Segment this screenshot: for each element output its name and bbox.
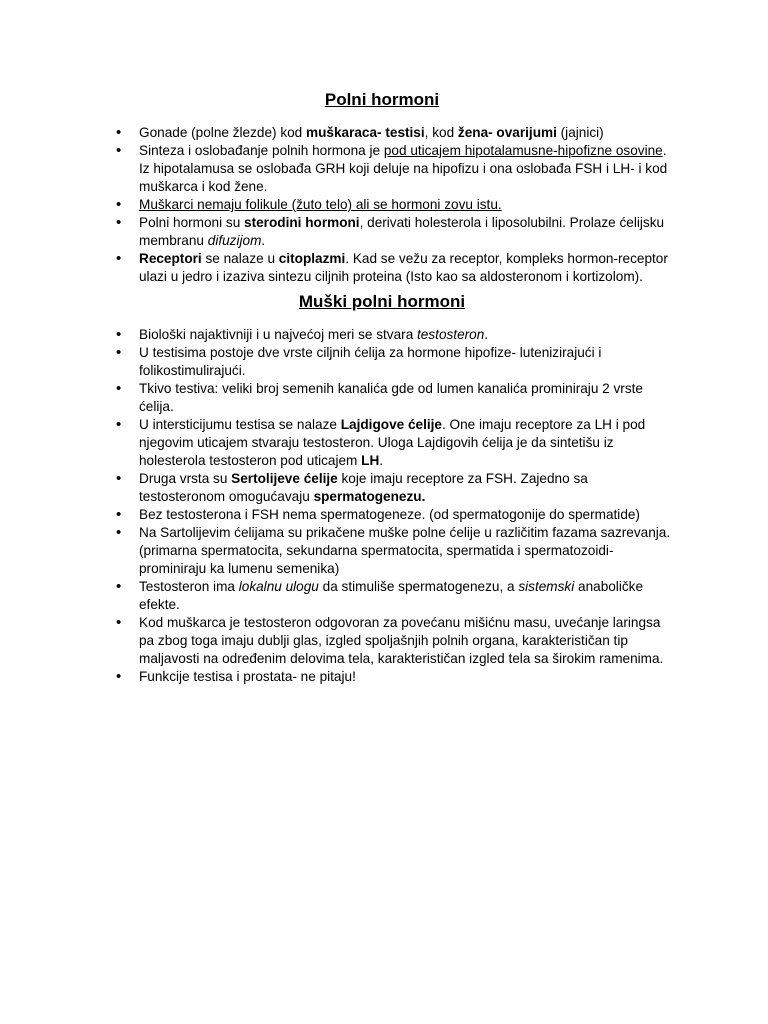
list-item-text: Druga vrsta su	[139, 471, 232, 486]
list-item-text: LH	[361, 453, 380, 468]
list-item-text: sterodini hormoni	[244, 215, 360, 230]
list-item	[139, 578, 673, 614]
list-item-text: sistemski	[518, 579, 575, 594]
list-item-text: žena- ovarijumi	[457, 125, 557, 140]
list-item-text: pod uticajem hipotalamusne-hipofizne osovine	[383, 143, 663, 158]
list-item-text: .	[261, 233, 266, 248]
list-item-text: .	[379, 453, 384, 468]
list-item-text: , derivati holesterola i liposolubilni. Prolaze ćelijsku membranu	[139, 215, 665, 248]
list-item-text: koje imaju receptore za FSH. Zajedno sa testosteronom omogućavaju	[139, 471, 588, 504]
list-item	[139, 506, 673, 524]
section-title-muski-polni-hormoni: Muški polni hormoni	[298, 292, 466, 311]
list-item-text: .	[484, 327, 489, 342]
list-item-text: Polni hormoni su	[139, 215, 245, 230]
list-item	[139, 614, 673, 668]
list-item-text: se nalaze u	[201, 251, 279, 266]
list-item-text: , kod	[424, 125, 458, 140]
list-item	[139, 380, 673, 416]
list-item	[139, 416, 673, 470]
list-item-text: (jajnici)	[556, 125, 604, 140]
list-item-text: spermatogenezu.	[313, 489, 426, 504]
list-item-text: Sertolijeve ćelije	[231, 471, 338, 486]
page-title: Polni hormoni	[324, 90, 440, 109]
list-item-text: U testisima postoje dve vrste ciljnih ćelija za hormone hipofize- lutenizirajući i folikostimulirajući.	[139, 345, 602, 378]
list-item-text: Gonade (polne žlezde) kod	[139, 125, 307, 140]
list-item-text: anaboličke efekte.	[139, 579, 644, 612]
list-item-text: difuzijom	[207, 233, 262, 248]
list-item-text: . Iz hipotalamusa se oslobađa GRH koji deluje na hipofizu i ona oslobađa FSH i LH- i kod muškarca i kod žene.	[139, 143, 668, 194]
list-item	[139, 470, 673, 506]
list-item-text: Kod muškarca je testosteron odgovoran za povećanu mišićnu masu, uvećanje laringsa pa zbog toga imaju dublji glas, izgled spoljašnjih polnih organa, karakterističan tip maljavosti na određenim delovima tela, karakterističan izgled tela sa širokim ramenima.	[139, 615, 664, 666]
list-item	[139, 326, 673, 344]
list-item	[139, 250, 673, 286]
list-item-text: testosteron	[417, 327, 485, 342]
list-item-text: U intersticijumu testisa se nalaze	[139, 417, 341, 432]
list-item	[139, 124, 673, 142]
list-item-text: Lajdigove ćelije	[340, 417, 442, 432]
list-item-text: lokalnu ulogu	[238, 579, 319, 594]
list-item-text: Funkcije testisa i prostata- ne pitaju!	[139, 669, 356, 684]
list-item-text: . One imaju receptore za LH i pod njegovim uticajem stvaraju testosteron. Uloga Lajdigovih ćelija je da sintetišu iz holesterola testosteron pod uticajem	[139, 417, 646, 468]
list-item-text: . Kad se vežu za receptor, kompleks hormon-receptor ulazi u jedro i izaziva sintezu ciljnih proteina (Isto kao sa aldosteronom i kortizolom).	[139, 251, 668, 284]
list-item	[139, 668, 673, 686]
list-item-text: Tkivo testiva: veliki broj semenih kanalića gde od lumen kanalića prominiraju 2 vrste ćelija.	[139, 381, 643, 414]
list-item-text: da stimuliše spermatogenezu, a	[318, 579, 519, 594]
list-item-text: Sinteza i oslobađanje polnih hormona je	[139, 143, 384, 158]
bullet-list-polni-hormoni	[139, 124, 673, 286]
list-item	[139, 524, 673, 578]
list-item-text: Receptori	[139, 251, 202, 266]
list-item-text: citoplazmi	[278, 251, 346, 266]
list-item	[139, 142, 673, 196]
list-item-text: Na Sartolijevim ćelijama su prikačene muške polne ćelije u različitim fazama sazrevanja. (primarna spermatocita, sekundarna spermatocita, spermatida i spermatozoidi-prominiraju ka lumenu semenika)	[139, 525, 671, 576]
list-item	[139, 214, 673, 250]
list-item-text: muškaraca- testisi	[306, 125, 425, 140]
list-item-text: Bez testosterona i FSH nema spermatogeneze. (od spermatogonije do spermatide)	[139, 507, 640, 522]
list-item-text: Muškarci nemaju folikule (žuto telo) ali se hormoni zovu istu.	[139, 197, 502, 212]
list-item-text: Biološki najaktivniji i u najvećoj meri se stvara	[139, 327, 418, 342]
bullet-list-muski-polni-hormoni	[139, 326, 673, 686]
list-item	[139, 344, 673, 380]
list-item	[139, 196, 673, 214]
list-item-text: Testosteron ima	[139, 579, 239, 594]
